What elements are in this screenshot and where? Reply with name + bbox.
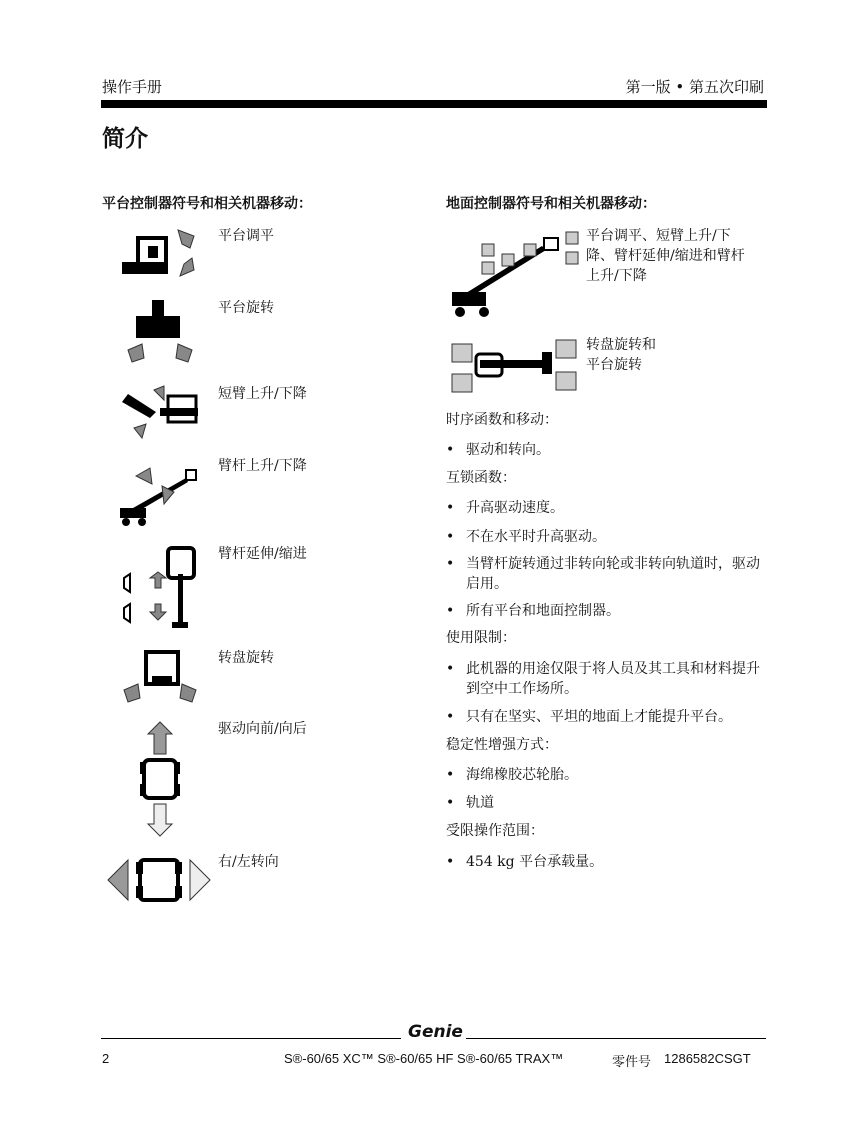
label-jib-up-down: 短臂上升/下降 bbox=[218, 386, 307, 402]
left-column-heading: 平台控制器符号和相关机器移动： bbox=[102, 196, 312, 212]
list-item: • 驱动和转向。 bbox=[446, 442, 550, 458]
label-ground-turntable-rotate: 转盘旋转和 平台旋转 bbox=[586, 337, 656, 373]
jib-up-down-icon bbox=[120, 384, 202, 440]
footer-rule-right bbox=[466, 1038, 766, 1039]
boom-up-down-icon bbox=[116, 456, 200, 528]
section-heading-sequence: 时序函数和移动： bbox=[446, 412, 558, 428]
steer-right-left-icon bbox=[106, 856, 212, 904]
list-item: • 不在水平时升高驱动。 bbox=[446, 529, 606, 545]
footer-rule-left bbox=[101, 1038, 401, 1039]
label-boom-up-down: 臂杆上升/下降 bbox=[218, 458, 307, 474]
label-platform-level: 平台调平 bbox=[218, 228, 274, 244]
footer-models: S®-60/65 XC™ S®-60/65 HF S®-60/65 TRAX™ bbox=[284, 1051, 564, 1066]
drive-forward-reverse-icon bbox=[138, 720, 182, 838]
platform-rotate-icon bbox=[120, 298, 200, 368]
label-drive-forward-reverse: 驱动向前/向后 bbox=[218, 721, 307, 737]
list-item: • 轨道 bbox=[446, 795, 494, 811]
ground-turntable-rotate-icon bbox=[446, 336, 582, 396]
label-steer-right-left: 右/左转向 bbox=[218, 854, 279, 870]
turntable-rotate-icon bbox=[120, 648, 200, 706]
section-heading-stability: 稳定性增强方式： bbox=[446, 737, 558, 753]
ground-boom-functions-icon bbox=[446, 228, 582, 320]
footer-part-number: 1286582CSGT bbox=[664, 1051, 751, 1066]
right-column-heading: 地面控制器符号和相关机器移动： bbox=[446, 196, 656, 212]
list-item: • 当臂杆旋转通过非转向轮或非转向轨道时，驱动启用。 bbox=[446, 556, 760, 592]
footer-part-label: 零件号 bbox=[612, 1055, 652, 1070]
header-manual-title: 操作手册 bbox=[102, 78, 163, 96]
list-item: • 454 kg 平台承载量。 bbox=[446, 854, 604, 870]
list-item: • 升高驱动速度。 bbox=[446, 500, 564, 516]
section-heading-limited-range: 受限操作范围： bbox=[446, 823, 544, 839]
list-item: • 此机器的用途仅限于将人员及其工具和材料提升到空中工作场所。 bbox=[446, 661, 760, 697]
label-platform-rotate: 平台旋转 bbox=[218, 300, 274, 316]
label-ground-boom-functions: 平台调平、短臂上升/下 降、臂杆延伸/缩进和臂杆 上升/下降 bbox=[586, 228, 745, 284]
genie-logo: Genie bbox=[408, 1022, 463, 1042]
label-turntable-rotate: 转盘旋转 bbox=[218, 650, 274, 666]
list-item: • 只有在坚实、平坦的地面上才能提升平台。 bbox=[446, 709, 732, 725]
platform-level-icon bbox=[118, 226, 202, 284]
section-heading-usage: 使用限制： bbox=[446, 630, 516, 646]
section-heading-interlock: 互锁函数： bbox=[446, 470, 516, 486]
header-rule bbox=[101, 100, 767, 108]
page-title: 简介 bbox=[102, 126, 148, 152]
page-number: 2 bbox=[102, 1051, 110, 1066]
list-item: • 所有平台和地面控制器。 bbox=[446, 603, 620, 619]
list-item: • 海绵橡胶芯轮胎。 bbox=[446, 767, 578, 783]
boom-extend-retract-icon bbox=[118, 544, 202, 632]
header-edition: 第一版 • 第五次印刷 bbox=[625, 78, 764, 96]
label-boom-extend-retract: 臂杆延伸/缩进 bbox=[218, 546, 307, 562]
